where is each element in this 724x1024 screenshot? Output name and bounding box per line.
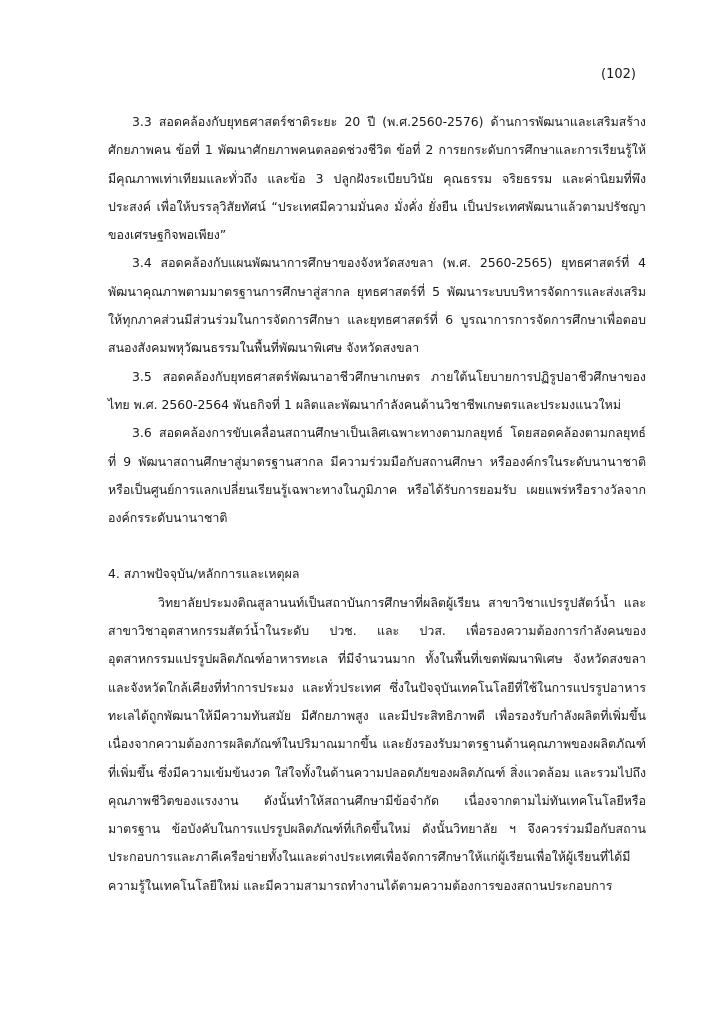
paragraph-3-6: 3.6 สอดคล้องการขับเคลื่อนสถานศึกษาเป็นเลิศเฉพาะทางตามกลยุทธ์ โดยสอดคล้องตามกลยุทธ์ที่ 9 พัฒนาสถานศึกษาสู่มาตรฐานสากล มีความร่วมมือกับสถานศึกษา หรือองค์กรในระดับนานาชาติ หรือเป็นศูนย์การแลกเปลี่ยนเรียนรู้เฉพาะทางในภูมิภาค หรือได้รับการยอมรับ เผยแพร่หรือรางวัลจากองค์กรระดับนานาชาติ [108,425,646,526]
section-4-heading: 4. สภาพปัจจุบัน/หลักการและเหตุผล [108,566,300,582]
document-body [108,108,646,900]
paragraph-3-3: 3.3 สอดคล้องกับยุทธศาสตร์ชาติระยะ 20 ปี (พ.ศ.2560-2576) ด้านการพัฒนาและเสริมสร้างศักยภาพคน ข้อที่ 1 พัฒนาศักยภาพคนตลอดช่วงชีวิต ข้อที่ 2 การยกระดับการศึกษาและการเรียนรู้ให้มีคุณภาพเท่าเทียมและทั่วถึง และข้อ 3 ปลูกฝังระเบียบวินัย คุณธรรม จริยธรรม และค่านิยมที่พึงประสงค์ เพื่อให้บรรลุวิสัยทัศน์ “ประเทศมีความมั่นคง มั่งคั่ง ยั่งยืน เป็นประเทศพัฒนาแล้วตามปรัชญาของเศรษฐกิจพอเพียง” [108,114,646,243]
section-4-body: วิทยาลัยประมงติณสูลานนท์เป็นสถาบันการศึกษาที่ผลิตผู้เรียน สาขาวิชาแปรรูปสัตว์น้ำ และสาขาวิชาอุตสาหกรรมสัตว์น้ำในระดับ ปวช. และ ปวส. เพื่อรองความต้องการกำลังคนของอุตสาหกรรมแปรรูปผลิตภัณฑ์อาหารทะเล ที่มีจำนวนมาก ทั้งในพื้นที่เขตพัฒนาพิเศษ จังหวัดสงขลา และจังหวัดใกล้เคียงที่ทำการประมง และทั่วประเทศ ซึ่งในปัจจุบันเทคโนโลยีที่ใช้ในการแปรรูปอาหารทะเลได้ถูกพัฒนาให้มีความทันสมัย มีศักยภาพสูง และมีประสิทธิภาพดี เพื่อรองรับกำลังผลิตที่เพิ่มขึ้นเนื่องจากความต้องการผลิตภัณฑ์ในปริมาณมากขึ้น และยังรองรับมาตรฐานด้านคุณภาพของผลิตภัณฑ์ที่เพิ่มขึ้น ซึ่งมีความเข้มข้นงวด ใส่ใจทั้งในด้านความปลอดภัยของผลิตภัณฑ์ สิ่งแวดล้อม และรวมไปถึงคุณภาพชีวิตของแรงงาน ดังนั้นทำให้สถานศึกษามีข้อจำกัด เนื่องจากตามไม่ทันเทคโนโลยีหรือมาตรฐาน ข้อบังคับในการแปรรูปผลิตภัณฑ์ที่เกิดขึ้นใหม่ ดังนั้นวิทยาลัย ฯ จึงควรร่วมมือกับสถานประกอบการและภาคีเครือข่ายทั้งในและต่างประเทศเพื่อจัดการศึกษาให้แก่ผู้เรียนเพื่อให้ผู้เรียนที่ได้มีความรู้ในเทคโนโลยีใหม่ และมีความสามารถทำงานได้ตามความต้องการของสถานประกอบการ [108,594,646,893]
paragraph-3-4: 3.4 สอดคล้องกับแผนพัฒนาการศึกษาของจังหวัดสงขลา (พ.ศ. 2560-2565) ยุทธศาสตร์ที่ 4 พัฒนาคุณภาพตามมาตรฐานการศึกษาสู่สากล ยุทธศาสตร์ที่ 5 พัฒนาระบบบริหารจัดการและส่งเสริมให้ทุกภาคส่วนมีส่วนร่วมในการจัดการศึกษา และยุทธศาสตร์ที่ 6 บูรณาการการจัดการศึกษาเพื่อตอบสนองสังคมพหุวัฒนธรรมในพื้นที่พัฒนาพิเศษ จังหวัดสงขลา [108,255,646,356]
paragraph-3-5: 3.5 สอดคล้องกับยุทธศาสตร์พัฒนาอาชีวศึกษาเกษตร ภายใต้นโยบายการปฏิรูปอาชีวศึกษาของไทย พ.ศ. 2560-2564 พันธกิจที่ 1 ผลิตและพัฒนากำลังคนด้านวิชาชีพเกษตรและประมงแนวใหม่ [108,368,646,412]
page-number: (102) [601,67,636,82]
